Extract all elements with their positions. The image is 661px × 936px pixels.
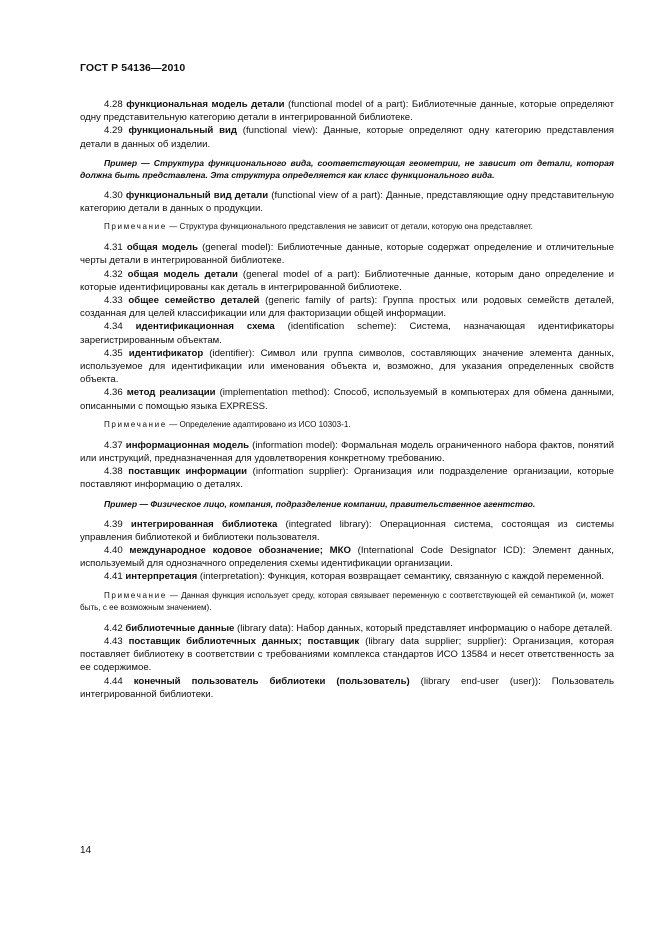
term-entry <box>80 320 614 346</box>
term-name: поставщик информации <box>128 466 248 478</box>
term-name: функциональный вид <box>128 125 237 137</box>
term-definition: (general model): Библиотечные данные, которые содержат определение и отличительные черты детали в интегрированной библиотеке. <box>80 242 615 267</box>
entry-number: 4.37 <box>104 439 123 451</box>
note <box>80 221 614 233</box>
document-body <box>80 98 614 701</box>
entry-number: 4.40 <box>104 545 123 557</box>
term-definition: (implementation method): Способ, используемый в компьютерах для обмена данными, описанными с помощью языка EXPRESS. <box>80 387 615 412</box>
term-definition: (International Code Designator ICD): Элемент данных, используемый для однозначного определения схемы идентификации организации. <box>80 545 614 570</box>
example-text <box>80 157 614 181</box>
term-definition: (library data supplier; supplier): Организация, которая поставляет библиотеку в соответствии с требованиями комплекса стандартов ИСО 13584 и несет ответственность за ее содержимое. <box>80 635 614 674</box>
term-entry <box>80 518 614 544</box>
note-label: Примечание <box>104 590 167 600</box>
page-number: 14 <box>80 845 92 856</box>
term-entry <box>80 189 614 215</box>
entry-number: 4.29 <box>104 125 123 137</box>
term-definition: (library end-user (user)): Пользователь интегрированной библиотеки. <box>80 675 614 700</box>
term-entry <box>80 675 614 701</box>
term-definition: (integrated library): Операционная система, состоящая из системы управления библиотекой и библиотеки пользователя. <box>80 518 614 543</box>
entry-number: 4.32 <box>104 268 123 280</box>
note <box>80 419 614 431</box>
term-definition: (interpretation): Функция, которая возвращает семантику, связанную с каждой переменной. <box>197 571 605 583</box>
example-body: Пример — Физическое лицо, компания, подразделение компании, правительственное агентство. <box>104 498 536 509</box>
term-entry <box>80 622 614 635</box>
note-label: Примечание <box>104 419 167 429</box>
term-definition: (functional model of a part): Библиотечные данные, которые определяют одну представительную категорию детали в интегрированной библиотеке. <box>80 99 614 124</box>
term-entry <box>80 544 614 570</box>
term-name: интегрированная библиотека <box>130 518 278 530</box>
term-entry <box>80 124 614 150</box>
term-name: идентификатор <box>128 347 204 359</box>
entry-number: 4.30 <box>104 189 123 201</box>
term-name: идентификационная схема <box>135 321 275 333</box>
term-definition: (identification scheme): Система, назначающая идентификаторы зарегистрированным объектам. <box>80 321 614 346</box>
term-name: конечный пользователь библиотеки (пользователь) <box>133 675 410 687</box>
entry-number: 4.36 <box>104 387 123 399</box>
term-definition: (identifier): Символ или группа символов, составляющих значение элемента данных, используемое для идентификации или именования объекта и, возможно, для указания определенных свойств объекта. <box>80 347 615 386</box>
term-definition: (general model of a part): Библиотечные данные, которым дано определение и которые идентифицированы как деталь в интегрированной библиотеке. <box>80 268 614 293</box>
entry-number: 4.44 <box>104 675 123 687</box>
term-definition: (information model): Формальная модель ограниченного набора фактов, понятий или инструкций, предназначенная для удовлетворения конкретному требованию. <box>80 439 614 465</box>
term-name: метод реализации <box>126 387 216 399</box>
term-name: общая модель детали <box>127 268 238 280</box>
note-label: Примечание <box>104 222 167 232</box>
entry-number: 4.28 <box>104 99 123 110</box>
entry-number: 4.33 <box>104 295 123 307</box>
note-body: — Определение адаптировано из ИСО 10303-1. <box>166 419 351 429</box>
term-entry <box>80 635 614 675</box>
term-name: функциональный вид детали <box>125 189 269 201</box>
term-name: поставщик библиотечных данных; поставщик <box>128 635 360 647</box>
term-entry <box>80 294 614 320</box>
example-text <box>80 498 614 510</box>
term-entry <box>80 439 614 465</box>
term-entry <box>80 268 614 294</box>
entry-number: 4.35 <box>104 347 123 359</box>
term-definition: (functional view): Данные, которые определяют одну категорию представления детали в данных об изделии. <box>80 125 615 150</box>
term-entry <box>80 570 614 583</box>
term-entry <box>80 465 614 491</box>
term-definition: (generic family of parts): Группа простых или родовых семейств деталей, созданная для целей классификации или для факторизации общей информации. <box>80 295 614 320</box>
term-definition: (information supplier): Организация или подразделение организации, которые поставляют информацию о деталях. <box>80 466 615 491</box>
entry-number: 4.41 <box>104 571 123 583</box>
term-name: общая модель <box>126 242 198 254</box>
term-name: общее семейство деталей <box>128 295 260 307</box>
entry-number: 4.34 <box>104 321 123 333</box>
term-entry <box>80 386 614 412</box>
term-name: международное кодовое обозначение; МКО <box>129 545 351 557</box>
term-entry <box>80 98 614 124</box>
example-body: Пример — Структура функционального вида, соответствующая геометрии, не зависит от детали, которая должна быть представлена. Эта структура определяется как класс функционального вида. <box>80 157 614 180</box>
note-body: — Данная функция использует среду, которая связывает переменную с соответствующей ей семантикой (и, может быть, с ее возможным значением). <box>80 590 614 612</box>
term-name: информационная модель <box>125 439 250 451</box>
entry-number: 4.43 <box>104 635 123 647</box>
term-entry <box>80 347 614 387</box>
term-name: функциональная модель детали <box>126 99 285 110</box>
term-name: библиотечные данные <box>125 622 235 634</box>
note-body: — Структура функционального представления не зависит от детали, которую она представляет. <box>166 222 533 232</box>
term-name: интерпретация <box>125 571 198 583</box>
entry-number: 4.31 <box>104 242 123 254</box>
document-header: ГОСТ Р 54136—2010 <box>80 62 186 74</box>
term-entry <box>80 241 614 267</box>
term-definition: (library data): Набор данных, который представляет информацию о наборе деталей. <box>234 622 613 634</box>
document-page <box>80 62 614 701</box>
entry-number: 4.39 <box>104 518 123 530</box>
term-definition: (functional view of a part): Данные, представляющие одну представительную категорию детали в данных о продукции. <box>80 189 614 215</box>
entry-number: 4.42 <box>104 622 123 634</box>
entry-number: 4.38 <box>104 466 123 478</box>
note <box>80 590 614 614</box>
